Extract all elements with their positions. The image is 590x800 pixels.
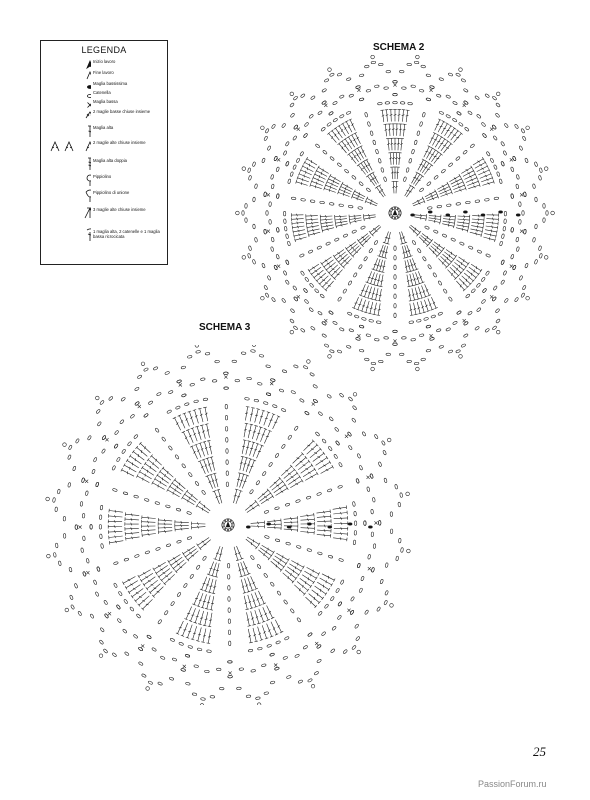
schema2-diagram xyxy=(230,55,560,375)
legend-item-label: 1 maglia alta, 2 catenelle e 1 maglia bassa ricrocicata xyxy=(93,229,160,239)
schema3-title: SCHEMA 3 xyxy=(199,322,251,333)
legend-item-label: Fine lavoro xyxy=(93,70,114,75)
double-crochet-icon xyxy=(45,124,91,138)
legend-item-label: 2 maglie basse chiuse insieme xyxy=(93,109,151,114)
picot-icon xyxy=(45,173,91,187)
legend-box xyxy=(40,40,168,265)
legend-item-label: Maglia bassissima xyxy=(93,81,128,86)
schema3-diagram xyxy=(38,345,418,705)
legend-item-label: Maglia alta doppia xyxy=(93,158,127,163)
page-number: 25 xyxy=(533,744,546,759)
dc3tog-icon xyxy=(45,206,91,220)
legend-item-label: Inizio lavoro xyxy=(93,59,116,64)
legend-item-label: Pippiolino xyxy=(93,174,112,179)
site-credit: PassionForum.ru xyxy=(478,779,547,789)
legend-title: LEGENDA xyxy=(81,45,127,55)
legend-item-label: Catenella xyxy=(93,90,111,95)
legend-item-label: 3 maglie alte chiuse insieme xyxy=(93,207,146,212)
legend-item-label: Pippiolino di unione xyxy=(93,190,130,195)
treble-crochet-icon xyxy=(45,157,91,171)
legend-item-label: 2 maglie alte chiuse insieme xyxy=(93,140,146,145)
dc2tog-icon xyxy=(45,139,91,153)
legend-item-label: Maglia alta xyxy=(93,125,114,130)
legend-item-label: Maglia bassa xyxy=(93,99,118,104)
schema2-title: SCHEMA 2 xyxy=(373,42,425,53)
sc2tog-icon xyxy=(45,108,91,122)
dc-ch-sc-icon xyxy=(45,228,91,242)
joining-picot-icon xyxy=(45,189,91,203)
